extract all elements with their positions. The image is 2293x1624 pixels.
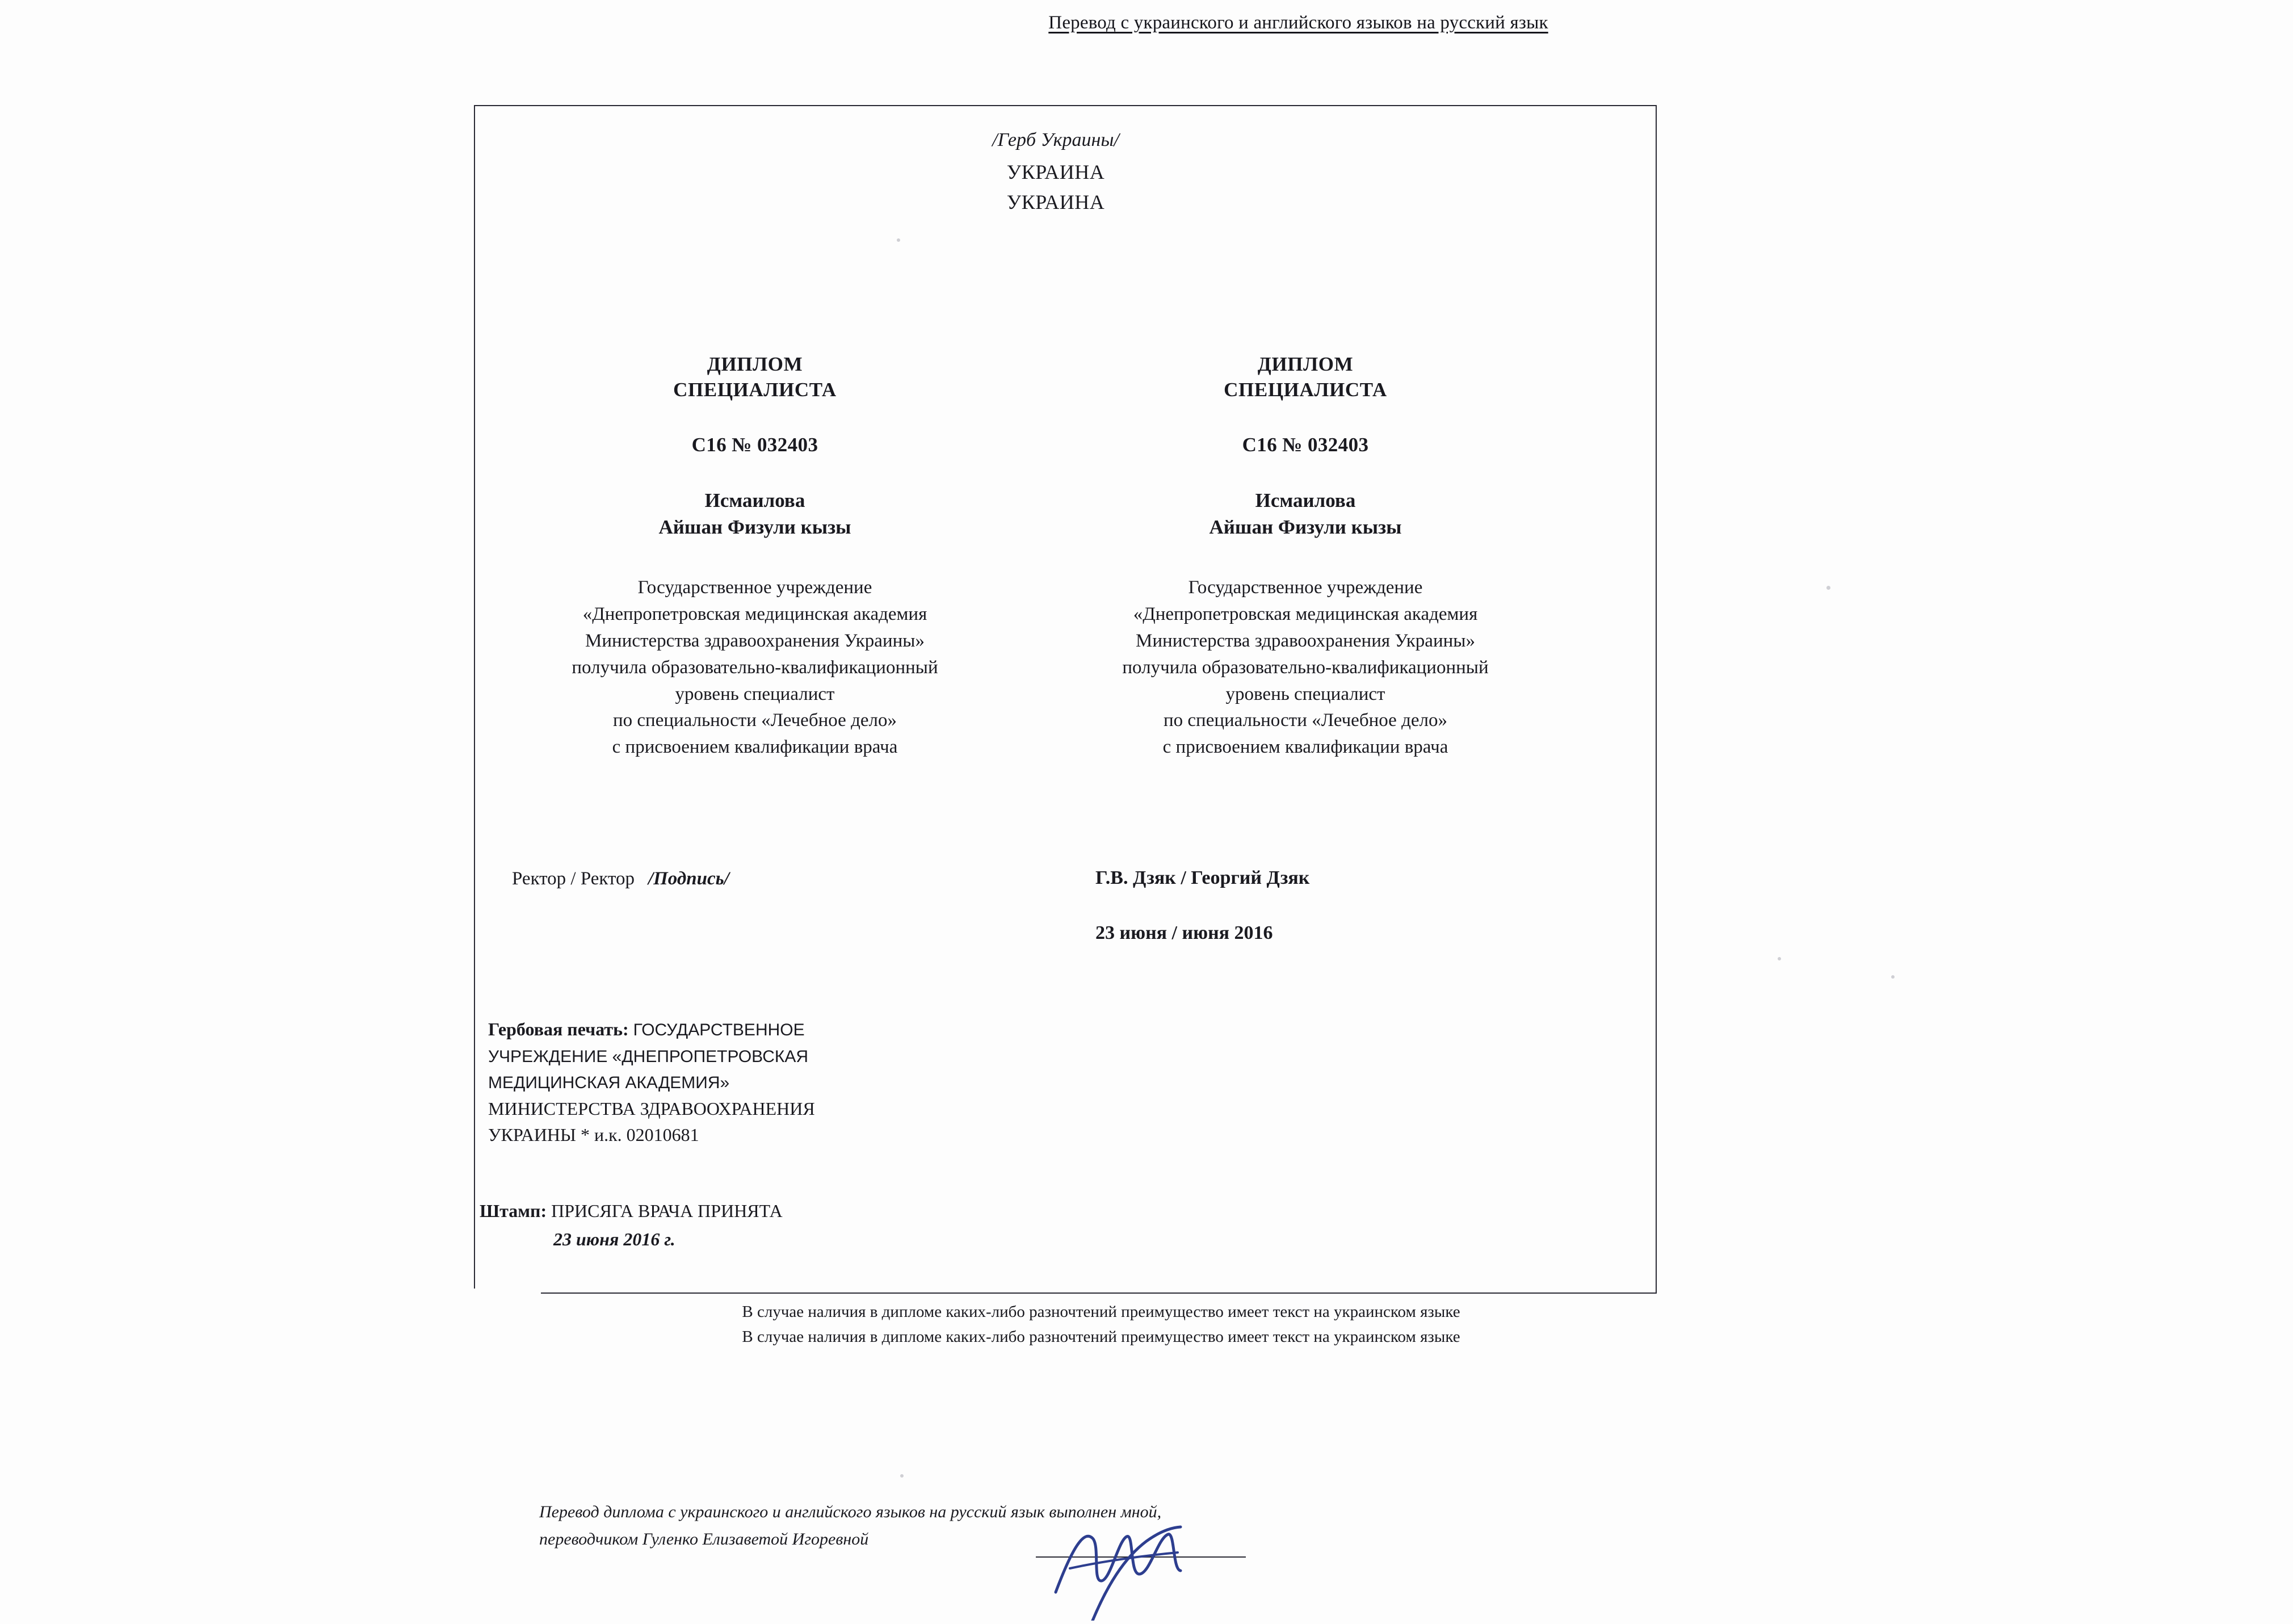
- diploma-title-line-1: ДИПЛОМ: [707, 353, 803, 375]
- coat-of-arms-label: /Герб Украины/: [992, 129, 1119, 150]
- diploma-title-line-1: ДИПЛОМ: [1257, 353, 1354, 375]
- diploma-title-line-2: СПЕЦИАЛИСТА: [1224, 378, 1387, 401]
- stamp-label: Штамп:: [480, 1201, 547, 1221]
- rector-signature-line: [499, 868, 1010, 889]
- holder-givenname: Айшан Физули кызы: [658, 515, 851, 538]
- scan-speck: [1826, 586, 1830, 590]
- holder-name-left: [499, 487, 1010, 541]
- footnote-block: [545, 1300, 1657, 1349]
- issue-date: 23 июня / июня 2016: [1095, 922, 1273, 943]
- header-translation-note: Перевод с украинского и английского языков на русский язык: [1048, 12, 1548, 33]
- diploma-column-right: [1050, 352, 1561, 761]
- holder-givenname: Айшан Физули кызы: [1209, 515, 1402, 538]
- country-line-ukrainian: УКРАИНА: [1006, 161, 1105, 183]
- seal-label: Гербовая печать:: [488, 1019, 629, 1039]
- rector-label: Ректор / Ректор: [512, 868, 635, 889]
- body-line: по специальности «Лечебное дело»: [1164, 710, 1447, 731]
- holder-name-right: [1050, 487, 1561, 541]
- translator-line-1: Перевод диплома с украинского и английского языков на русский язык выполнен мной,: [539, 1503, 1162, 1521]
- diploma-body-left: [499, 574, 1010, 761]
- holder-surname: Исмаилова: [704, 489, 805, 511]
- seal-text-line: УЧРЕЖДЕНИЕ «ДНЕПРОПЕТРОВСКАЯ: [488, 1047, 809, 1066]
- diploma-title-right: [1050, 352, 1561, 403]
- body-line: с присвоением квалификации врача: [1162, 737, 1448, 758]
- stamp-date: 23 июня 2016 г.: [553, 1229, 675, 1250]
- body-line: с присвоением квалификации врача: [612, 737, 898, 758]
- body-line: «Днепропетровская медицинская академия: [582, 603, 927, 624]
- seal-description: [488, 1016, 1084, 1148]
- body-line: «Днепропетровская медицинская академия: [1133, 603, 1478, 624]
- diploma-number-right: С16 № 032403: [1242, 433, 1369, 456]
- scan-speck: [1891, 975, 1895, 979]
- translator-line-2: переводчиком Гуленко Елизаветой Игоревной: [539, 1530, 869, 1549]
- diploma-body-right: [1050, 574, 1561, 761]
- seal-last-line-prefix: УКРАИНЫ *: [488, 1124, 594, 1145]
- scan-speck: [900, 1474, 904, 1478]
- seal-text-line: МИНИСТЕРСТВА ЗДРАВООХРАНЕНИЯ: [488, 1098, 815, 1119]
- stamp-text: ПРИСЯГА ВРАЧА ПРИНЯТА: [551, 1201, 783, 1221]
- body-line: уровень специалист: [675, 683, 835, 704]
- body-line: Государственное учреждение: [1188, 577, 1423, 598]
- body-line: получила образовательно-квалификационный: [1122, 657, 1489, 678]
- body-line: по специальности «Лечебное дело»: [613, 710, 897, 731]
- country-line-english: УКРАИНА: [1006, 191, 1105, 213]
- footnote-line: В случае наличия в дипломе каких-либо разночтений преимущество имеет текст на украинском языке: [742, 1303, 1460, 1321]
- body-line: Государственное учреждение: [637, 577, 872, 598]
- rector-name: Г.В. Дзяк / Георгий Дзяк: [1095, 867, 1310, 888]
- body-line: уровень специалист: [1225, 683, 1385, 704]
- diploma-number-left: С16 № 032403: [691, 433, 818, 456]
- footnote-line: В случае наличия в дипломе каких-либо разночтений преимущество имеет текст на украинском языке: [742, 1327, 1460, 1346]
- rector-signature-mark: /Подпись/: [648, 868, 729, 889]
- body-line: Министерства здравоохранения Украины»: [1136, 630, 1475, 651]
- diploma-title-left: [499, 352, 1010, 403]
- translator-certification: [539, 1499, 1504, 1553]
- signature-rule: [1036, 1556, 1246, 1558]
- scan-speck: [1778, 957, 1781, 960]
- holder-surname: Исмаилова: [1255, 489, 1356, 511]
- seal-text-line: ГОСУДАРСТВЕННОЕ: [633, 1021, 805, 1039]
- body-line: Министерства здравоохранения Украины»: [585, 630, 925, 651]
- seal-identification-code: и.к. 02010681: [594, 1124, 699, 1145]
- frame-bottom-gap: [473, 1289, 541, 1294]
- body-line: получила образовательно-квалификационный: [572, 657, 938, 678]
- stamp-description: [480, 1198, 1104, 1253]
- diploma-title-line-2: СПЕЦИАЛИСТА: [673, 378, 837, 401]
- diploma-column-left: [499, 352, 1010, 761]
- seal-text-line: МЕДИЦИНСКАЯ АКАДЕМИЯ»: [488, 1073, 730, 1092]
